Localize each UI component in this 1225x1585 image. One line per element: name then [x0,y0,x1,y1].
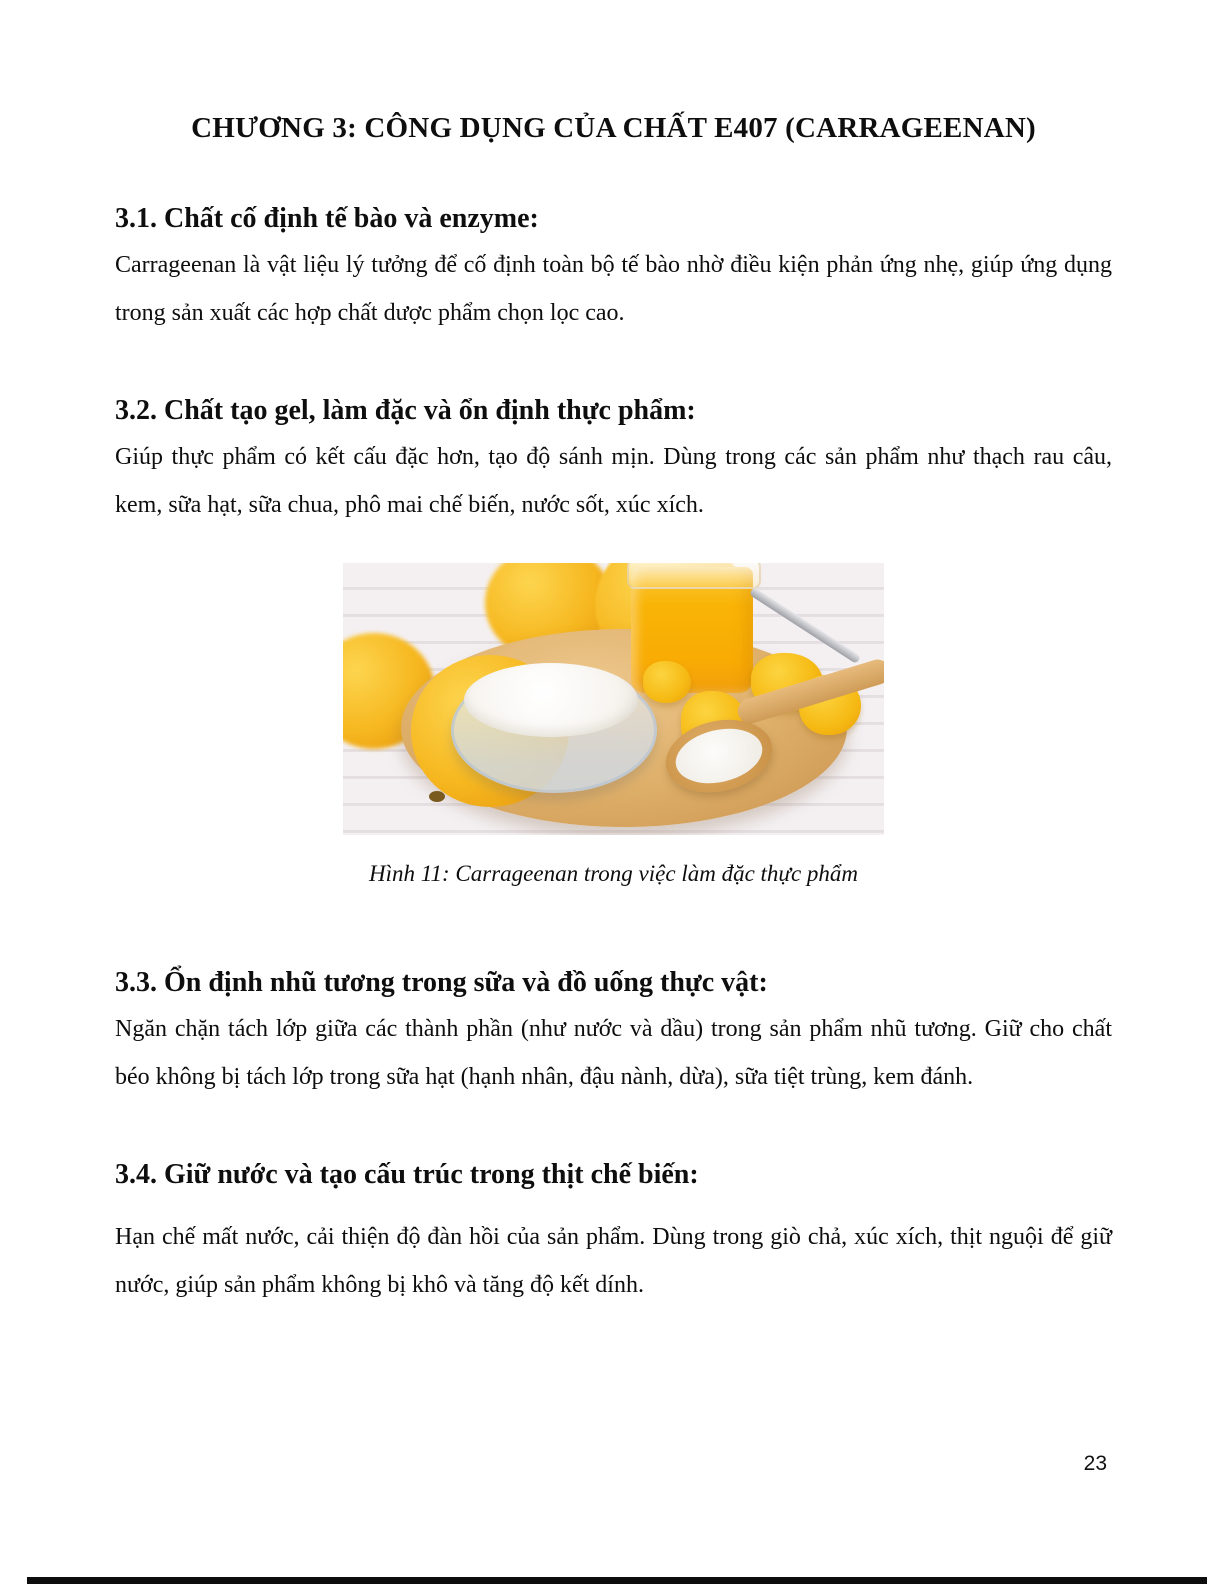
section-heading-3-2: 3.2. Chất tạo gel, làm đặc và ổn định thực phẩm: [115,395,696,426]
page-content [115,0,1112,1309]
section-heading-3-1: 3.1. Chất cố định tế bào và enzyme: [115,203,539,234]
figure-11 [115,563,1112,887]
page-number: 23 [1083,1452,1107,1475]
next-page-edge [27,1577,1207,1584]
chapter-title: CHƯƠNG 3: CÔNG DỤNG CỦA CHẤT E407 (CARRAGEENAN) [191,112,1036,144]
section-body-3-1: Carrageenan là vật liệu lý tưởng để cố định toàn bộ tế bào nhờ điều kiện phản ứng nhẹ, giúp ứng dụng trong sản xuất các hợp chất dược phẩm chọn lọc cao. [115,252,1112,326]
figure-caption: Hình 11: Carrageenan trong việc làm đặc thực phẩm [368,861,859,886]
section-body-3-3: Ngăn chặn tách lớp giữa các thành phần (như nước và dầu) trong sản phẩm nhũ tương. Giữ cho chất béo không bị tách lớp trong sữa hạt (hạnh nhân, đậu nành, dừa), sữa tiệt trùng, kem đánh. [115,1016,1112,1090]
figure-image [343,563,884,835]
jelly-slice [643,661,691,703]
section-heading-3-4: 3.4. Giữ nước và tạo cấu trúc trong thịt chế biến: [115,1159,699,1190]
carrageenan-powder [464,663,638,737]
jar-glass-rim [627,563,761,589]
section-body-3-2: Giúp thực phẩm có kết cấu đặc hơn, tạo độ sánh mịn. Dùng trong các sản phẩm như thạch rau câu, kem, sữa hạt, sữa chua, phô mai chế biến, nước sốt, xúc xích. [115,444,1112,518]
section-body-3-4: Hạn chế mất nước, cải thiện độ đàn hồi của sản phẩm. Dùng trong giò chả, xúc xích, thịt nguội để giữ nước, giúp sản phẩm không bị khô và tăng độ kết dính. [115,1224,1112,1298]
lemon-stem-tip [429,791,445,802]
section-heading-3-3: 3.3. Ổn định nhũ tương trong sữa và đồ uống thực vật: [115,967,768,998]
